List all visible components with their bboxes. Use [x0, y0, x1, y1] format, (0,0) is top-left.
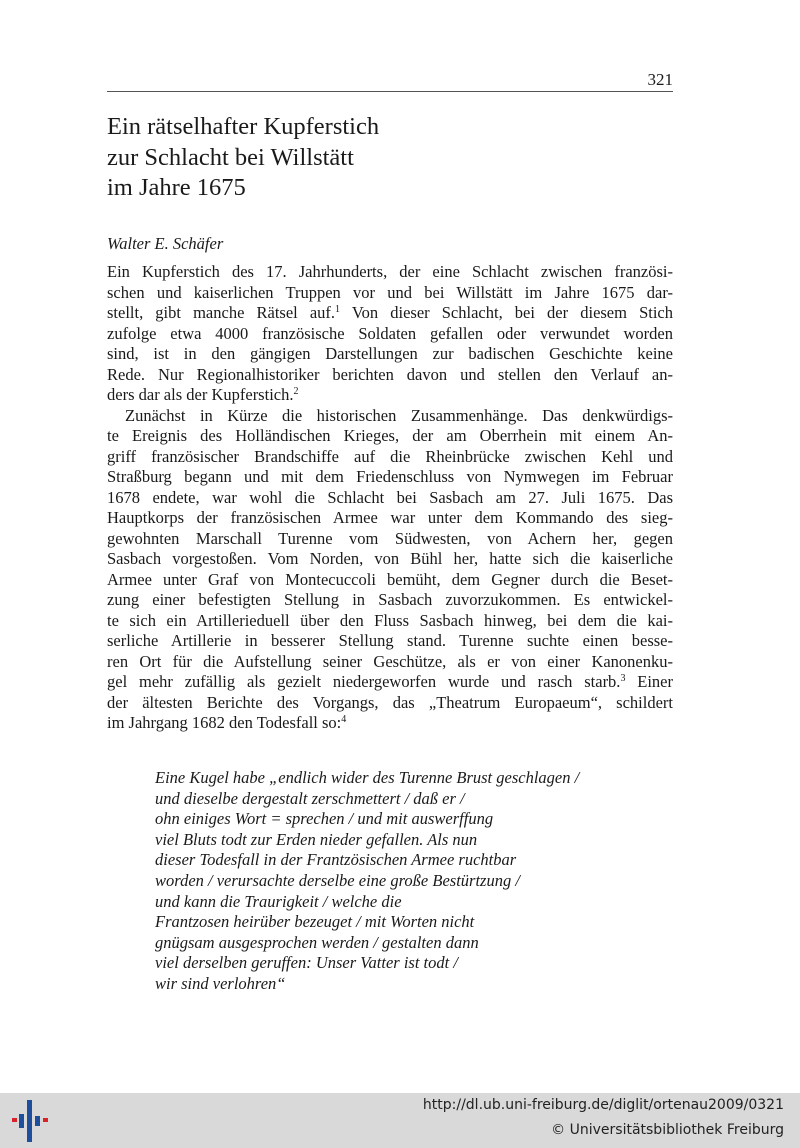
title-line: Ein rätselhafter Kupferstich — [107, 113, 380, 140]
quote-line: Frantzosen heirüber bezeuget / mit Worten nicht — [155, 912, 475, 932]
text-line: sind, ist in den gängigen Darstellungen zur badischen Geschichte keine — [107, 344, 673, 363]
text-line: griff französischer Brandschiffe auf die Rheinbrücke zwischen Kehl und — [107, 446, 673, 466]
body-text — [107, 262, 673, 734]
quote-line: Eine Kugel habe „endlich wider des Turenne Brust geschlagen / — [155, 768, 580, 787]
header-rule — [107, 91, 673, 92]
text-line: stellt, gibt manche Rätsel auf.$^1$ Von dieser Schlacht, bei der diesem Stich — [107, 303, 673, 322]
footnote-ref[interactable]: 2 — [293, 386, 299, 397]
text-line: gewohnten Marschall Turenne vom Südwesten, von Achern her, gegen — [107, 528, 673, 548]
copyright-notice: © Universitätsbibliothek Freiburg — [551, 1122, 784, 1138]
quote-line: viel Bluts todt zur Erden nieder gefallen. Als nun — [155, 829, 478, 849]
title-line: im Jahre 1675 — [107, 174, 246, 201]
title-line: zur Schlacht bei Willstätt — [107, 143, 354, 171]
article-title — [107, 112, 379, 204]
text-line: te Ereignis des Holländischen Krieges, der am Oberrhein mit einem An- — [107, 426, 673, 445]
ub-freiburg-logo-icon[interactable] — [12, 1100, 52, 1142]
text-line: gel mehr zufällig als gezielt niedergeworfen wurde und rasch starb.$^3$ Einer — [107, 672, 673, 691]
text-line: Ein Kupferstich des 17. Jahrhunderts, der eine Schlacht zwischen französi- — [107, 262, 673, 281]
quote-line: wir sind verlohren“ — [155, 973, 286, 993]
text-line: serliche Artillerie in besserer Stellung stand. Turenne suchte einen besse- — [107, 631, 673, 650]
text-line: te sich ein Artillerieduell über den Fluss Sasbach hinweg, bei dem die kai- — [107, 610, 673, 630]
text-line: Sasbach vorgestoßen. Vom Norden, von Bühl her, hatte sich die kaiserliche — [107, 549, 673, 568]
quote-line: gnügsam ausgesprochen werden / gestalten dann — [155, 932, 479, 952]
footnote-ref[interactable]: 4 — [341, 714, 347, 725]
footnote-ref[interactable]: 3 — [620, 673, 626, 684]
source-url-link[interactable]: http://dl.ub.uni-freiburg.de/diglit/ortenau2009/0321 — [422, 1097, 784, 1113]
page-number: 321 — [647, 70, 673, 89]
text-line: Straßburg begann und mit dem Friedenschluss von Nymwegen im Februar — [107, 467, 673, 486]
text-line: ren Ort für die Aufstellung seiner Geschütze, als er von einer Kanonenku- — [107, 651, 673, 671]
text-line: Armee unter Graf von Montecuccoli bemüht, dem Gegner durch die Beset- — [107, 569, 673, 589]
text-line: Rede. Nur Regionalhistoriker berichten davon und stellen den Verlauf an- — [107, 364, 673, 384]
text-line: Hauptkorps der französischen Armee war unter dem Kommando des sieg- — [107, 508, 673, 527]
text-line: schen und kaiserlichen Truppen vor und bei Willstätt im Jahre 1675 dar- — [107, 282, 673, 302]
quote-line: worden / verursachte derselbe eine große Bestürtzung / — [155, 870, 520, 890]
text-line: im Jahrgang 1682 den Todesfall so:$^4$ — [107, 713, 347, 732]
footnote-ref[interactable]: 1 — [335, 304, 341, 315]
text-line: 1678 endete, war wohl die Schlacht bei Sasbach am 27. Juli 1675. Das — [107, 487, 673, 507]
text-line: Zunächst in Kürze die historischen Zusammenhänge. Das denkwürdigs- — [125, 405, 673, 425]
text-line: zufolge etwa 4000 französische Soldaten gefallen oder verwundet worden — [107, 323, 673, 343]
quote-line: ohn einiges Wort = sprechen / und mit auswerffung — [155, 809, 494, 829]
block-quote — [155, 768, 579, 995]
quote-line: und kann die Traurigkeit / welche die — [155, 891, 402, 911]
author-name: Walter E. Schäfer — [107, 234, 224, 253]
quote-line: dieser Todesfall in der Frantzösischen Armee ruchtbar — [155, 850, 517, 870]
text-line: der ältesten Berichte des Vorgangs, das „Theatrum Europaeum“, schildert — [107, 692, 673, 712]
quote-line: viel derselben geruffen: Unser Vatter ist todt / — [155, 953, 458, 973]
text-line: zung einer befestigten Stellung in Sasbach zuvorzukommen. Es entwickel- — [107, 590, 673, 609]
quote-line: und dieselbe dergestalt zerschmettert / daß er / — [155, 788, 465, 808]
text-line: ders dar als der Kupferstich.$^2$ — [107, 385, 299, 404]
